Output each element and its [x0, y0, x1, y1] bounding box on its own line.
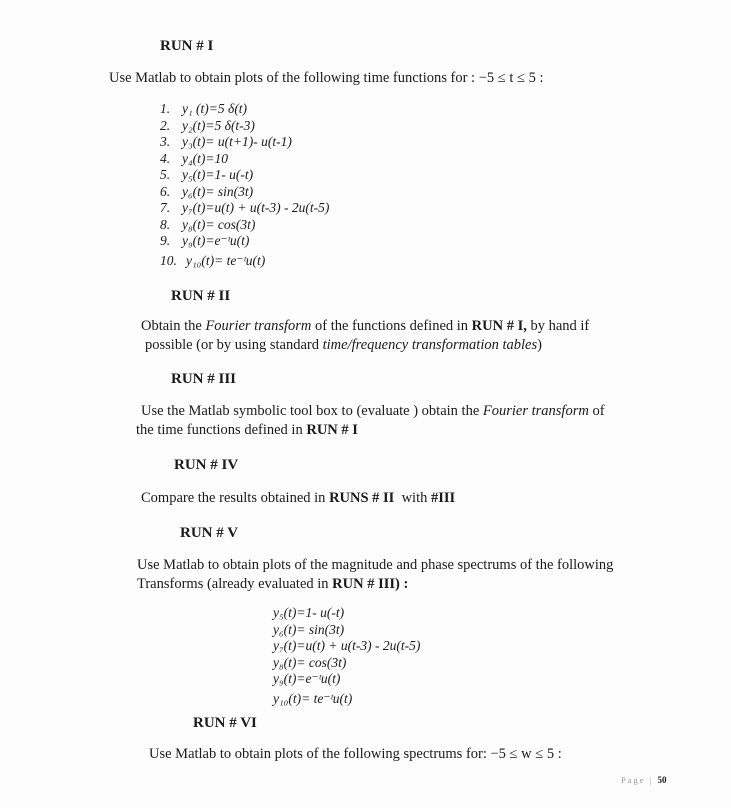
page-number: 50: [657, 775, 667, 785]
run-6-heading: RUN # VI: [193, 715, 257, 731]
run-5-heading: RUN # V: [180, 525, 239, 541]
run-2-paragraph-line-1: Obtain the Fourier transform of the functions defined in RUN # I, by hand if: [141, 318, 590, 334]
function-item: 1. y₁ (t)=5 δ(t): [160, 101, 248, 116]
function-item: y₆(t)= sin(3t): [273, 621, 345, 637]
function-item: 8. y₈(t)= cos(3t): [160, 216, 256, 232]
function-item: y₅(t)=1- u(-t): [273, 605, 345, 620]
run-3-heading: RUN # III: [171, 371, 237, 387]
function-item: 6. y₆(t)= sin(3t): [160, 183, 254, 199]
page-footer: [621, 775, 666, 785]
run-4-heading: RUN # IV: [174, 457, 239, 473]
function-item: 7. y₇(t)=u(t) + u(t-3) - 2u(t-5): [160, 200, 330, 215]
function-item: 9. y₉(t)=e⁻ᵗu(t): [160, 233, 250, 248]
run-5-function-list: [273, 605, 420, 707]
run-3-paragraph-line-2: the time functions defined in RUN # I: [136, 422, 358, 438]
run-2-heading: RUN # II: [171, 288, 231, 304]
run-1-heading: RUN # I: [160, 38, 214, 54]
function-item: 10. y₁₀(t)= te⁻ᵗu(t): [160, 252, 266, 268]
function-item: 3. y₃(t)= u(t+1)- u(t-1): [160, 134, 292, 149]
function-item: y₈(t)= cos(3t): [273, 654, 347, 670]
function-item: 2. y₂(t)=5 δ(t-3): [160, 117, 255, 133]
run-4-paragraph: Compare the results obtained in RUNS # II with #III: [141, 490, 456, 506]
function-item: y₉(t)=e⁻ᵗu(t): [273, 671, 341, 686]
run-1-function-list: [160, 101, 329, 269]
run-6-intro: Use Matlab to obtain plots of the following spectrums for: −5 ≤ w ≤ 5 :: [149, 746, 562, 762]
function-item: y₇(t)=u(t) + u(t-3) - 2u(t-5): [273, 638, 421, 653]
run-1-intro: Use Matlab to obtain plots of the following time functions for : −5 ≤ t ≤ 5 :: [109, 70, 544, 86]
function-item: y₁₀(t)= te⁻ᵗu(t): [273, 690, 353, 706]
run-5-paragraph-line-2: Transforms (already evaluated in RUN # III) :: [137, 576, 409, 592]
function-item: 4. y₄(t)=10: [160, 150, 229, 166]
run-2-paragraph-line-2: possible (or by using standard time/frequency transformation tables): [145, 337, 542, 353]
function-item: 5. y₅(t)=1- u(-t): [160, 167, 254, 182]
run-3-paragraph-line-1: Use the Matlab symbolic tool box to (evaluate ) obtain the Fourier transform of: [141, 403, 605, 419]
page-label: Page |: [621, 775, 654, 785]
run-5-paragraph-line-1: Use Matlab to obtain plots of the magnitude and phase spectrums of the following: [137, 557, 614, 573]
